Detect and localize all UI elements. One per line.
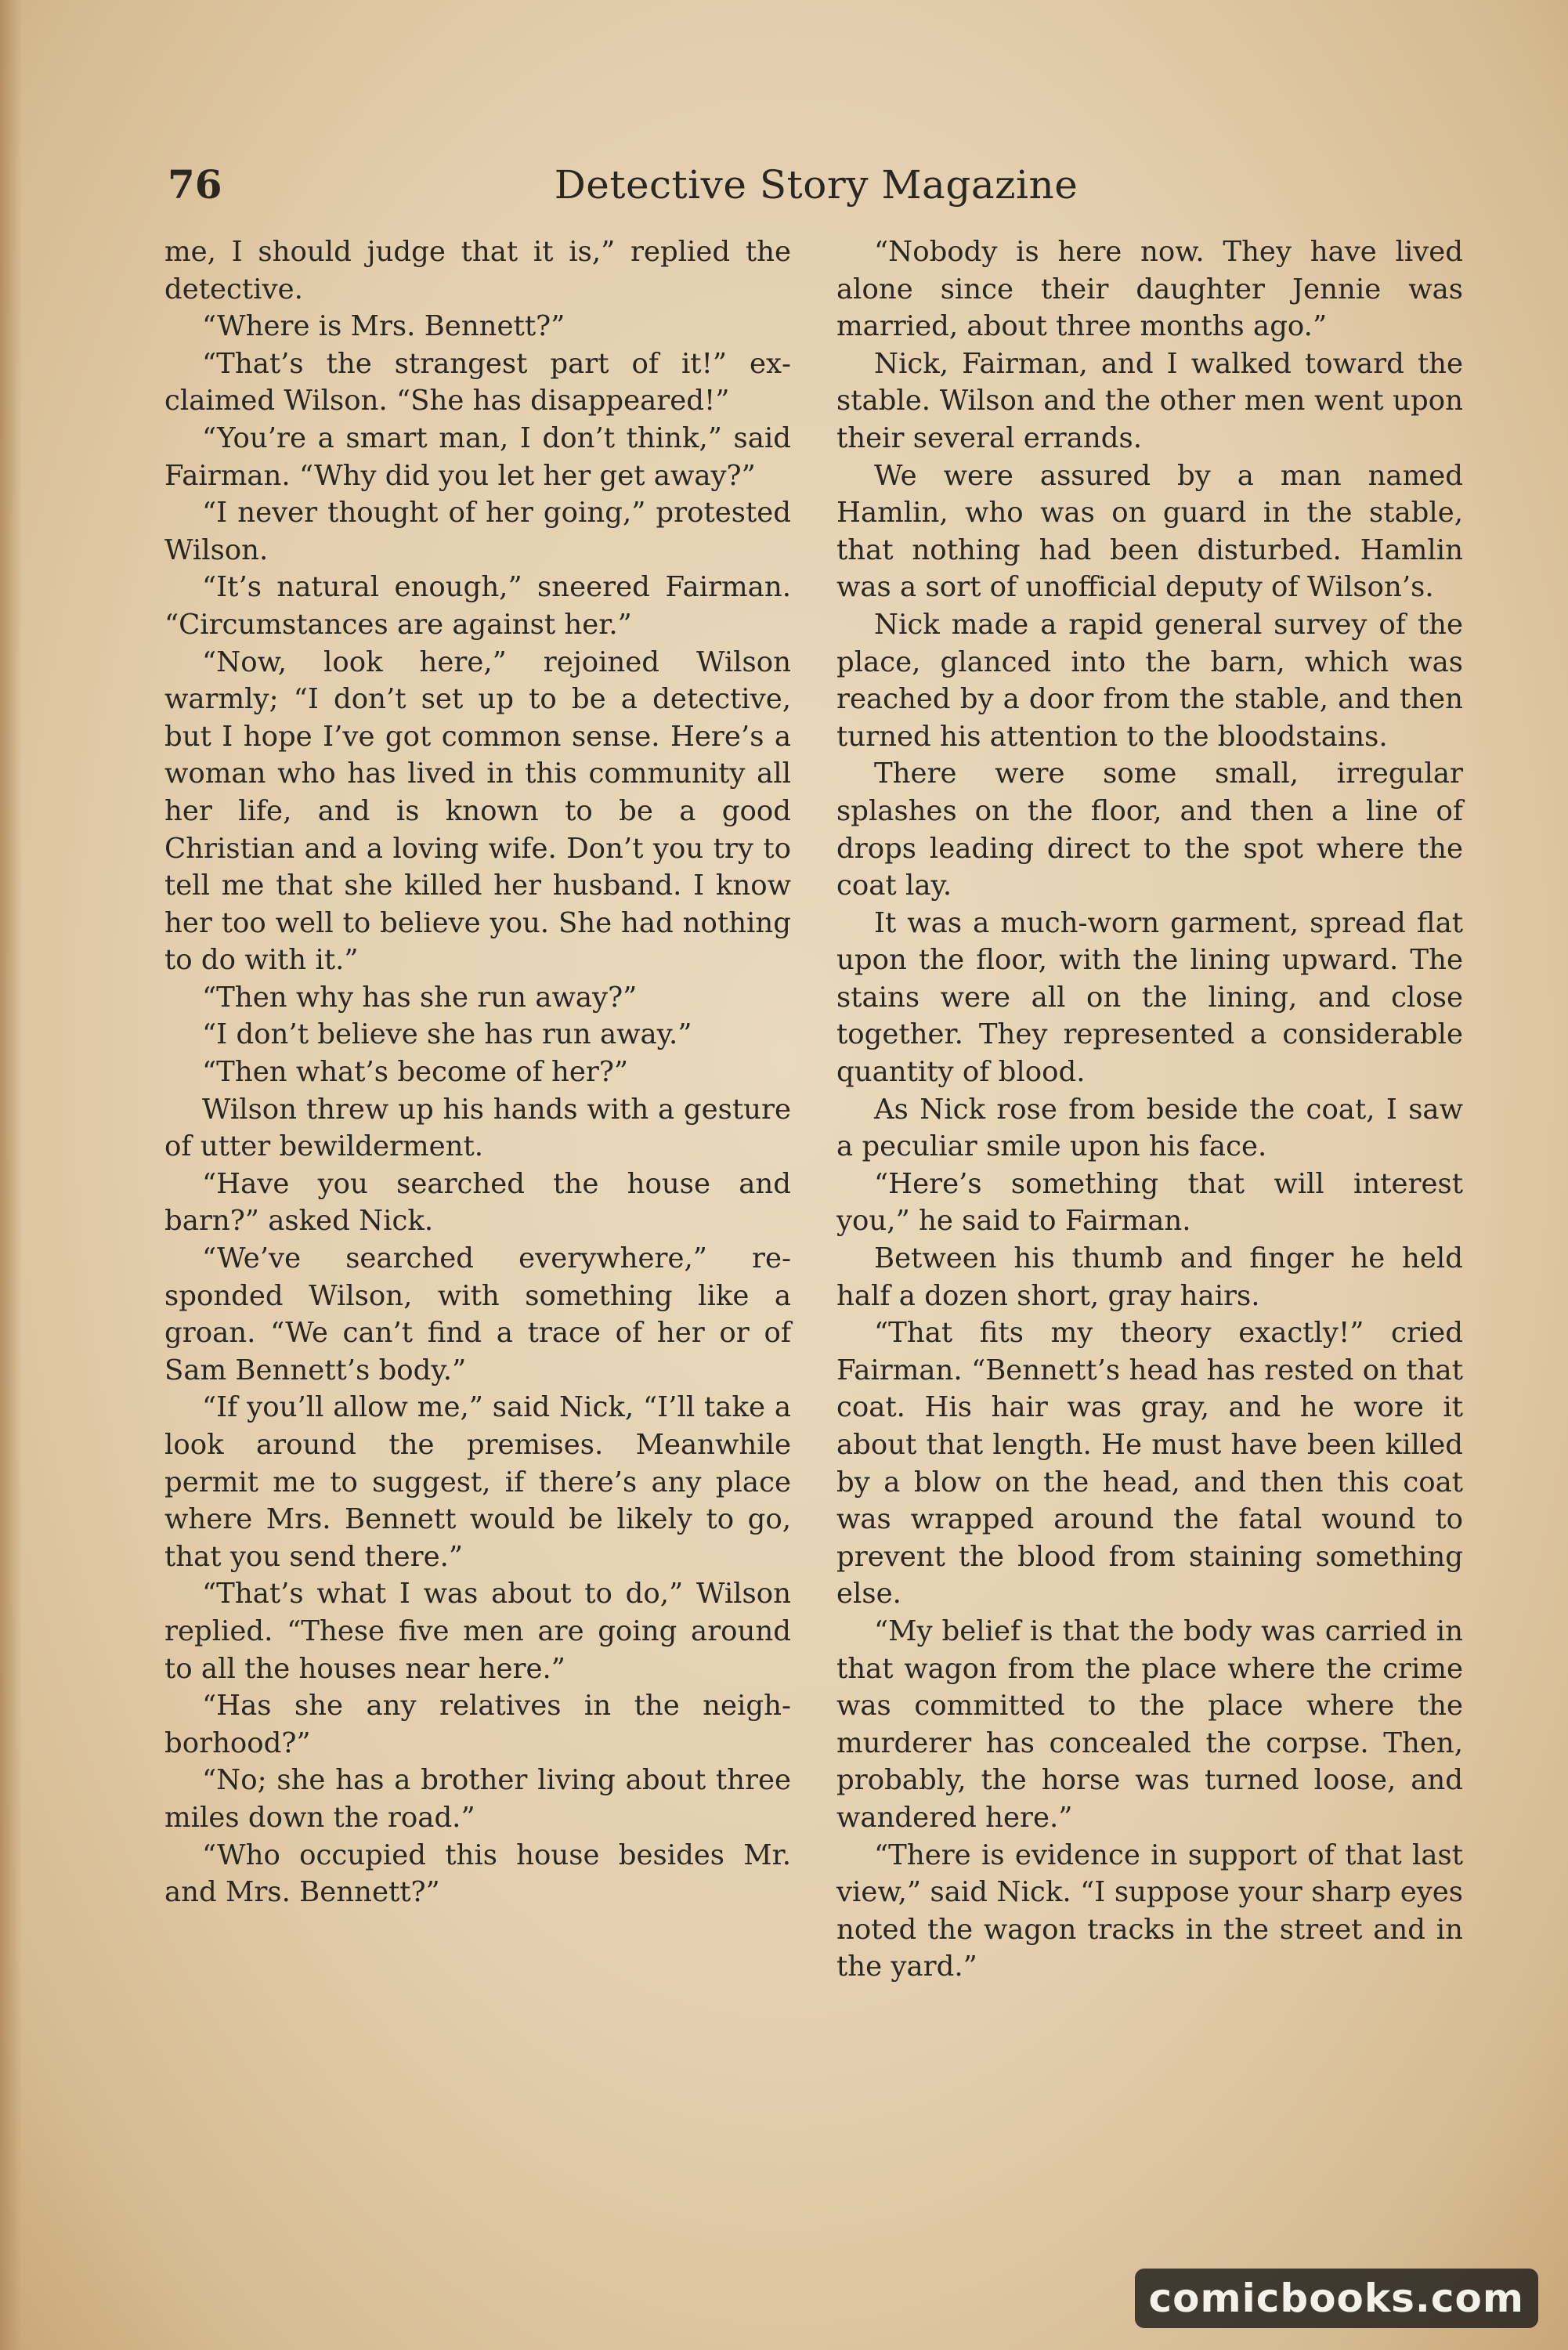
paragraph: “You’re a smart man, I don’t think,” said Fairman. “Why did you let her get away?” [164,421,791,492]
paragraph: “Then why has she run away?” [202,981,638,1014]
paragraph: “Have you searched the house and barn?” asked Nick. [164,1167,791,1238]
paragraph: “I never thought of her going,” protested Wilson. [164,497,791,566]
paragraph: “I don’t believe she has run away.” [202,1018,692,1051]
paragraph: “That’s what I was about to do,” Wilson replied. “These five men are going around to all the houses near here.” [164,1578,791,1685]
page-edge-shadow [0,0,22,2350]
paragraph: me, I should judge that it is,” replied the detective. [164,236,791,306]
paragraph: Nick made a rapid general survey of the place, glanced into the barn, which was reached by a door from the stable, and then turned his attention to the bloodstains. [836,608,1463,753]
page-number: 76 [168,161,222,208]
right-column [836,233,1463,1986]
paragraph: “Where is Mrs. Bennett?” [202,310,565,343]
paragraph: “Now, look here,” rejoined Wilson warmly; “I don’t set up to be a detective, but I hope I’ve got common sense. Here’s a woman who has lived in this community all her life, and is known to be a good Christian and a loving wife. Don’t you try to tell me that she killed her husband. I know her too well to believe you. She had nothing to do with it.” [164,645,791,977]
paragraph: “It’s natural enough,” sneered Fairman. “Circumstances are against her.” [164,571,791,641]
watermark-badge: comicbooks.com [1135,2269,1538,2328]
paragraph: Between his thumb and finger he held half a dozen short, gray hairs. [836,1242,1463,1312]
left-column [164,233,791,1911]
paragraph: “Then what’s become of her?” [202,1056,629,1089]
paragraph: “Has she any relatives in the neighborhood?” [164,1690,791,1759]
paragraph: “Here’s something that will interest you,” he said to Fairman. [836,1167,1463,1238]
paragraph: “That’s the strangest part of it!” exclaimed Wilson. “She has disappeared!” [164,347,791,418]
paragraph: Wilson threw up his hands with a gesture of utter bewilderment. [164,1093,791,1163]
paragraph: “If you’ll allow me,” said Nick, “I’ll take a look around the premises. Meanwhile permit me to suggest, if there’s any place where Mrs. Bennett would be likely to go, that you send there.” [164,1391,791,1573]
paragraph: There were some small, irregular splashes on the floor, and then a line of drops leading direct to the spot where the coat lay. [836,757,1463,902]
running-title: Detective Story Magazine [554,162,1078,208]
paragraph: Nick, Fairman, and I walked toward the stable. Wilson and the other men went upon their several errands. [836,347,1463,454]
page-header [168,154,1465,216]
paragraph: We were assured by a man named Hamlin, who was on guard in the stable, that nothing had been disturbed. Hamlin was a sort of unofficial deputy of Wilson’s. [836,459,1463,604]
paragraph: As Nick rose from beside the coat, I saw a peculiar smile upon his face. [836,1093,1463,1163]
paragraph: “Who occupied this house besides Mr. and Mrs. Bennett?” [164,1838,791,1909]
paragraph: “My belief is that the body was carried in that wagon from the place where the crime was committed to the place where the murderer has concealed the corpse. Then, probably, the horse was turned loose, and wandered here.” [836,1614,1463,1834]
paragraph: “Nobody is here now. They have lived alone since their daughter Jennie was married, about three months ago.” [836,236,1463,343]
paragraph: “No; she has a brother living about three miles down the road.” [164,1764,791,1834]
paragraph: “There is evidence in support of that last view,” said Nick. “I suppose your sharp eyes noted the wagon tracks in the street and in the yard.” [836,1838,1463,1983]
paragraph: “That fits my theory exactly!” cried Fairman. “Bennett’s head has rested on that coat. His hair was gray, and he wore it about that length. He must have been killed by a blow on the head, and then this coat was wrapped around the fatal wound to prevent the blood from staining something else. [836,1317,1463,1611]
paragraph: “We’ve searched everywhere,” responded Wilson, with something like a groan. “We can’t find a trace of her or of Sam Bennett’s body.” [164,1242,791,1386]
paragraph: It was a much-worn garment, spread flat upon the floor, with the lining upward. The stains were all on the lining, and close together. They represented a considerable quantity of blood. [836,906,1463,1089]
